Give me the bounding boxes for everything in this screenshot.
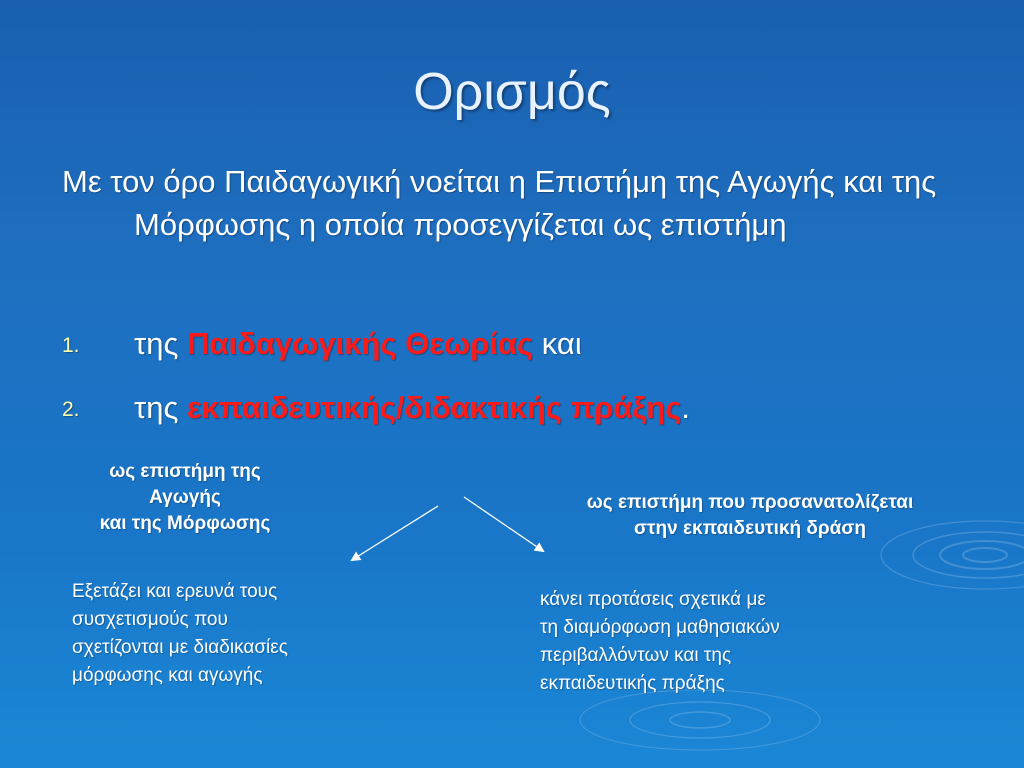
left-branch-description (72, 578, 392, 690)
heading-line: στην εκπαιδευτική δράση (634, 518, 866, 539)
list-number: 1. (62, 334, 80, 358)
heading-line: Αγωγής (149, 487, 221, 508)
right-branch-description (540, 586, 900, 698)
description-line: περιβαλλόντων και της (540, 645, 732, 666)
description-line: Εξετάζει και ερευνά τους (72, 581, 278, 602)
description-line: κάνει προτάσεις σχετικά με (540, 589, 766, 610)
item-suffix: και (533, 326, 582, 361)
description-line: εκπαιδευτικής πράξης (540, 673, 725, 694)
heading-line: και της Μόρφωσης (99, 513, 271, 534)
description-line: μόρφωσης και αγωγής (72, 665, 263, 686)
item-emphasis: εκπαιδευτικής/διδακτικής πράξης (187, 390, 682, 425)
description-line: σχετίζονται με διαδικασίες (72, 637, 288, 658)
right-arrow (464, 497, 543, 551)
item-prefix: της (134, 390, 188, 425)
item-suffix: . (681, 390, 690, 425)
list-number: 2. (62, 398, 80, 422)
description-line: τη διαμόρφωση μαθησιακών (540, 617, 780, 638)
heading-line: ως επιστήμη της (109, 461, 261, 482)
item-emphasis: Παιδαγωγικής Θεωρίας (187, 326, 534, 361)
heading-line: ως επιστήμη που προσανατολίζεται (586, 492, 914, 513)
left-arrow (352, 506, 438, 560)
definition-text: Με τον όρο Παιδαγωγική νοείται η Επιστήμη της Αγωγής και της Μόρφωσης η οποία προσεγγίζεται ως επιστήμη (62, 164, 937, 242)
item-prefix: της (134, 326, 188, 361)
description-line: συσχετισμούς που (72, 609, 228, 630)
slide-title: Ορισμός (413, 63, 611, 121)
